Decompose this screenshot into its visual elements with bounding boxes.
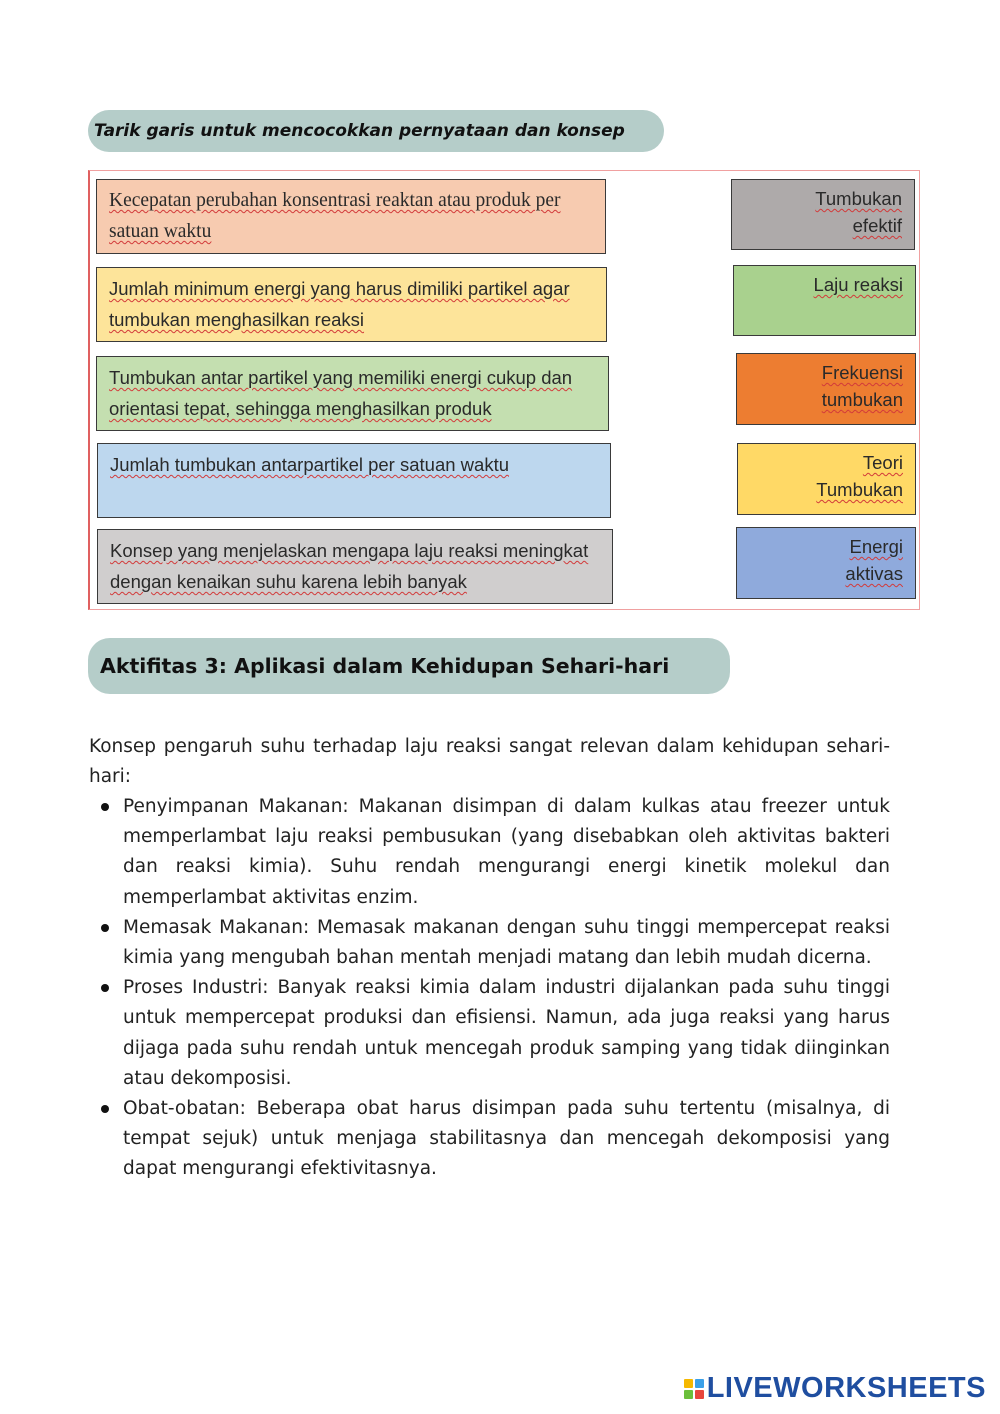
concept-text: Tumbukan efektif — [815, 188, 902, 236]
concept-box[interactable] — [736, 353, 916, 425]
liveworksheets-logo — [684, 1372, 986, 1405]
statement-text: Jumlah minimum energi yang harus dimiliki partikel agar tumbukan menghasilkan reaksi — [109, 278, 570, 330]
list-item — [89, 973, 890, 1094]
statement-box[interactable] — [96, 179, 606, 254]
concept-box[interactable] — [736, 527, 916, 599]
statement-box[interactable] — [96, 267, 607, 342]
intro-paragraph: Konsep pengaruh suhu terhadap laju reaksi sangat relevan dalam kehidupan sehari-hari: — [89, 736, 890, 787]
concept-text: Laju reaksi — [813, 274, 903, 295]
instruction-banner — [88, 110, 664, 152]
bullet-icon — [101, 924, 109, 932]
bullet-icon — [101, 984, 109, 992]
statement-text: Konsep yang menjelaskan mengapa laju reaksi meningkat dengan kenaikan suhu karena lebih banyak — [110, 540, 589, 592]
list-item — [89, 1094, 890, 1185]
list-item-text: Proses Industri: Banyak reaksi kimia dalam industri dijalankan pada suhu tinggi untuk mempercepat produksi dan efisiensi. Namun, ada juga reaksi yang harus dijaga pada suhu rendah untuk mencegah produk samping yang tidak diinginkan atau dekomposisi. — [123, 977, 890, 1089]
matching-area — [88, 170, 920, 610]
bullet-icon — [101, 1105, 109, 1113]
list-item-text: Penyimpanan Makanan: Makanan disimpan di dalam kulkas atau freezer untuk memperlambat laju reaksi pembusukan (yang disebabkan oleh aktivitas bakteri dan reaksi kimia). Suhu rendah mengurangi energi kinetik molekul dan memperlambat aktivitas enzim. — [123, 796, 890, 908]
concept-text: Frekuensi tumbukan — [821, 362, 903, 410]
logo-text: LIVEWORKSHEETS — [706, 1372, 986, 1404]
list-item-text: Memasak Makanan: Memasak makanan dengan suhu tinggi mempercepat reaksi kimia yang mengubah bahan mentah menjadi matang dan lebih mudah dicerna. — [123, 916, 890, 969]
logo-mark-icon — [684, 1379, 704, 1399]
concept-text: Teori Tumbukan — [816, 452, 903, 500]
concept-box[interactable] — [737, 443, 916, 515]
list-item — [89, 913, 890, 973]
list-item-text: Obat-obatan: Beberapa obat harus disimpan pada suhu tertentu (misalnya, di tempat sejuk) untuk menjaga stabilitasnya dan mencegah dekomposisi yang dapat mengurangi efektivitasnya. — [123, 1098, 890, 1180]
list-item — [89, 792, 890, 913]
logo-square — [684, 1390, 693, 1399]
logo-square — [684, 1379, 693, 1388]
statement-box[interactable] — [96, 356, 609, 431]
statement-text: Kecepatan perubahan konsentrasi reaktan atau produk per satuan waktu — [109, 190, 561, 242]
application-list — [89, 792, 890, 1185]
concept-box[interactable] — [731, 179, 915, 250]
activity-title-banner — [88, 638, 730, 694]
concept-text: Energi aktivas — [845, 536, 903, 584]
bullet-icon — [101, 803, 109, 811]
activity-title: Aktifitas 3: Aplikasi dalam Kehidupan Sehari-hari — [100, 654, 670, 678]
concept-box[interactable] — [733, 265, 916, 336]
logo-square — [695, 1379, 704, 1388]
instruction-text: Tarik garis untuk mencocokkan pernyataan dan konsep — [94, 121, 625, 141]
statement-box[interactable] — [97, 443, 611, 518]
statement-text: Jumlah tumbukan antarpartikel per satuan waktu — [110, 454, 509, 475]
statement-text: Tumbukan antar partikel yang memiliki energi cukup dan orientasi tepat, sehingga menghasilkan produk — [109, 367, 573, 419]
logo-square — [695, 1390, 704, 1399]
statement-box[interactable] — [97, 529, 613, 604]
